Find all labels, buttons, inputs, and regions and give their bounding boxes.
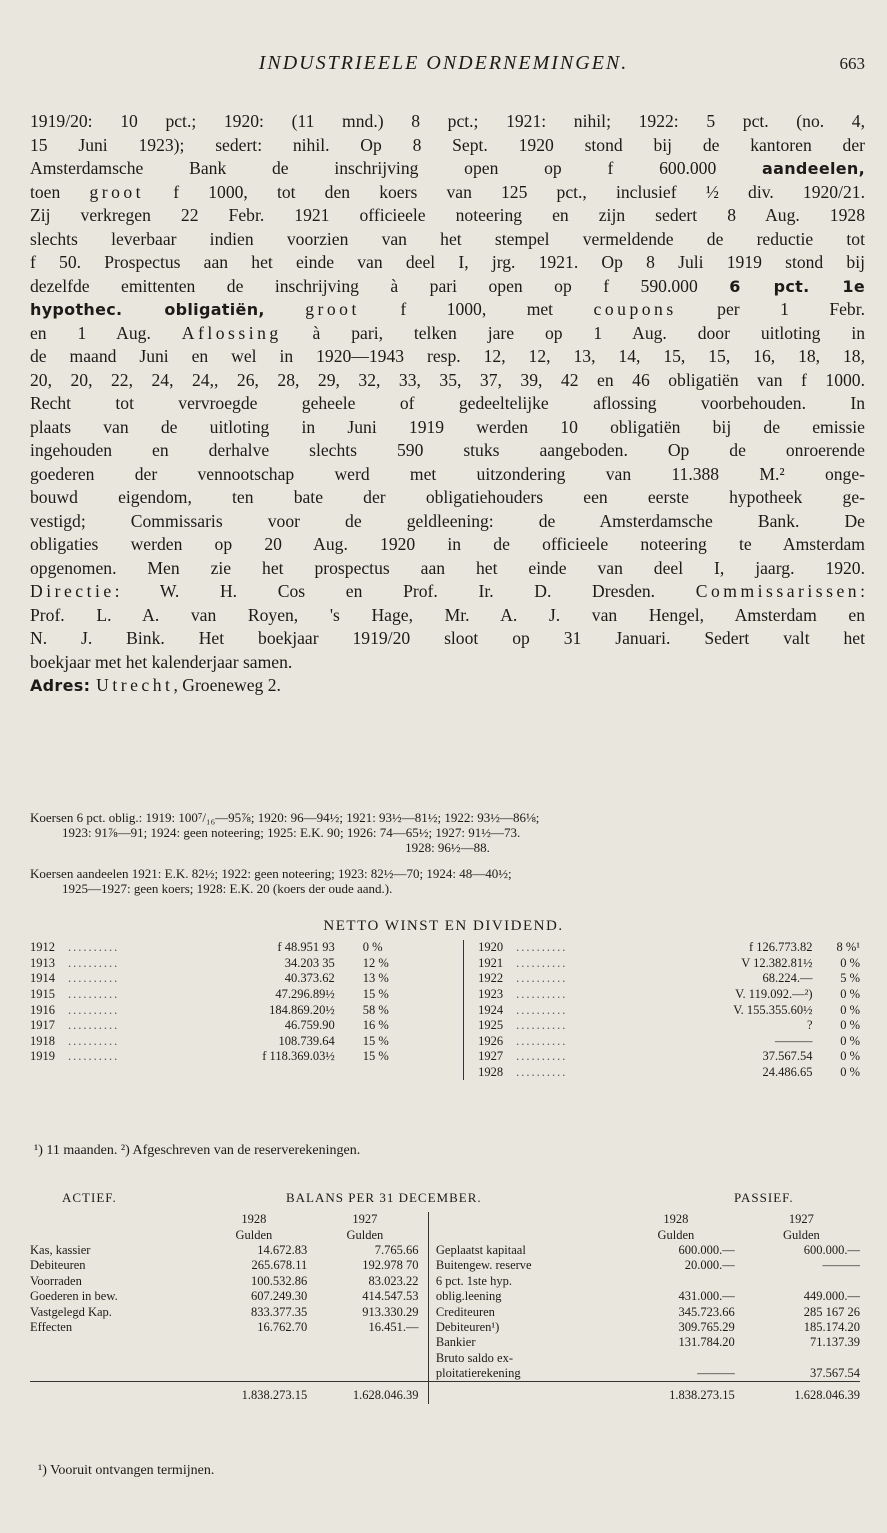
column-rule — [463, 971, 478, 987]
passief-1928: 309.765.29 — [678, 1319, 735, 1334]
winst-cell: 40.373.62 — [284, 971, 335, 986]
text-segment: N. J. Bink. Het boekjaar 1919/20 sloot op 31 Januari. Sedert valt het — [30, 628, 865, 648]
leader-dots: .......... — [67, 1049, 120, 1064]
winst-cell: f 48.951 93 — [277, 940, 335, 955]
leader-dots — [68, 1065, 198, 1081]
passief-1927: 37.567.54 — [810, 1366, 860, 1381]
actief-1928: 16.762.70 — [257, 1319, 308, 1334]
dividend-cell: 0 % — [840, 1049, 860, 1064]
text-line — [30, 275, 865, 299]
text-line — [30, 345, 865, 369]
text-segment: : — [860, 581, 865, 601]
actief-label: Voorraden — [30, 1273, 82, 1288]
column-rule — [429, 1320, 436, 1335]
leader-dots: .......... — [67, 1033, 120, 1048]
winst-cell: ? — [806, 1018, 813, 1033]
column-rule — [429, 1382, 436, 1404]
column-header: Gulden — [657, 1227, 695, 1242]
text-segment: Amsterdamsche Bank de inschrijving open op f 600.000 — [30, 158, 763, 178]
blank-cell — [436, 1227, 617, 1242]
actief-1927: 414.547.53 — [362, 1289, 419, 1304]
page-header — [0, 52, 887, 80]
passief-label: 6 pct. 1ste hyp. — [435, 1273, 512, 1288]
passief-1928 — [617, 1351, 743, 1366]
table-row — [30, 1034, 860, 1050]
text-segment: boekjaar met het kalenderjaar samen. — [30, 651, 293, 672]
dividend-cell: 8 %¹ — [836, 940, 860, 955]
actief-label: Vastgelegd Kap. — [30, 1304, 112, 1319]
text-segment: goederen der vennootschap werd met uitzondering van 11.388 M.² onge- — [30, 463, 865, 484]
year-cell: 1926 — [478, 1033, 504, 1048]
winst-cell: ——— — [775, 1033, 813, 1048]
winst-cell — [198, 1065, 334, 1081]
column-rule — [463, 1065, 478, 1081]
balans-table — [30, 1212, 860, 1404]
leader-dots: .......... — [516, 987, 568, 1002]
column-rule — [463, 1002, 478, 1018]
dividend-cell — [335, 1065, 464, 1081]
netto-winst-table — [30, 940, 860, 1080]
balans-title: BALANS PER 31 DECEMBER. — [286, 1190, 482, 1205]
column-rule — [429, 1304, 436, 1319]
table-row — [30, 1049, 860, 1065]
passief-1927: 285 167 26 — [803, 1304, 860, 1319]
text-line — [30, 533, 865, 557]
passief-1927 — [743, 1351, 860, 1366]
leader-dots: .......... — [516, 1065, 568, 1080]
koersen-obligaties — [30, 810, 865, 855]
text-segment: opgenomen. Men zie het prospectus aan het einde van deel I, jaarg. 1920. — [30, 557, 865, 578]
text-line — [30, 651, 865, 675]
text-segment: vestigd; Commissaris voor de geldleening: de Amsterdamsche Bank. De — [30, 510, 865, 531]
text-line — [30, 439, 865, 463]
leader-dots: .......... — [67, 940, 120, 955]
winst-cell: 68.224.— — [762, 971, 813, 986]
year-cell: 1927 — [478, 1049, 504, 1064]
actief-label: ACTIEF. — [62, 1190, 117, 1205]
passief-label: ploitatierekening — [435, 1366, 521, 1381]
leader-dots: .......... — [516, 1049, 568, 1064]
actief-1927: 83.023.22 — [368, 1273, 419, 1288]
leader-dots: .......... — [516, 940, 568, 955]
total-passief-1927: 1.628.046.39 — [743, 1382, 860, 1404]
year-cell: 1915 — [30, 987, 55, 1002]
koersen-aandeelen — [30, 866, 865, 896]
year-cell — [30, 1065, 68, 1081]
text-segment: f 50. Prospectus aan het einde van deel I, jrg. 1921. Op 8 Juli 1919 stond bij — [30, 252, 865, 272]
text-line — [30, 604, 865, 628]
column-rule — [463, 956, 478, 972]
dividend-cell: 15 % — [362, 1033, 389, 1048]
winst-cell: 47.296.89½ — [275, 987, 335, 1002]
koersen-oblig-line-1: Koersen 6 pct. oblig.: 1919: 100⁷/₁₆—95⅞; 1920: 96—94½; 1921: 93½—81½; 1922: 93½—86⅛; — [30, 810, 540, 825]
leader-dots: .......... — [67, 955, 120, 970]
winst-cell: 24.486.65 — [762, 1065, 813, 1080]
text-segment: Utrecht — [96, 675, 174, 695]
blank-cell — [436, 1382, 617, 1404]
actief-label: Debiteuren — [30, 1258, 86, 1273]
year-cell: 1913 — [30, 955, 55, 970]
leader-dots: .......... — [516, 955, 568, 970]
actief-1927: 16.451.— — [368, 1319, 419, 1334]
table-row — [30, 1335, 860, 1350]
table-row — [30, 1002, 860, 1018]
winst-cell: 46.759.90 — [284, 1018, 335, 1033]
text-line — [30, 181, 865, 205]
passief-label: Geplaatst kapitaal — [435, 1242, 526, 1257]
passief-label: Crediteuren — [435, 1304, 495, 1319]
column-rule — [429, 1212, 436, 1227]
text-line — [30, 674, 865, 698]
year-cell: 1920 — [478, 940, 504, 955]
total-passief-1928: 1.838.273.15 — [617, 1382, 743, 1404]
winst-cell: 37.567.54 — [762, 1049, 813, 1064]
dividend-cell: 5 % — [840, 971, 860, 986]
winst-cell: f 126.773.82 — [748, 940, 813, 955]
passief-1928 — [617, 1274, 743, 1289]
text-segment: en 1 Aug. — [30, 322, 182, 343]
text-line — [30, 510, 865, 534]
text-line — [30, 322, 865, 346]
leader-dots: .......... — [516, 971, 568, 986]
dividend-cell: 0 % — [840, 1018, 860, 1033]
total-actief-1928: 1.838.273.15 — [200, 1382, 311, 1404]
dividend-cell: 0 % — [840, 1002, 860, 1017]
text-segment: Directie — [30, 581, 115, 601]
year-cell: 1921 — [478, 955, 504, 970]
totals-row — [30, 1382, 860, 1404]
text-line — [30, 627, 865, 651]
dividend-cell: 12 % — [362, 955, 389, 970]
text-line — [30, 486, 865, 510]
year-cell: 1919 — [30, 1049, 55, 1064]
table-row — [30, 987, 860, 1003]
column-header: Gulden — [235, 1227, 273, 1242]
koersen-aand-line-2: 1925—1927: geen koers; 1928: E.K. 20 (koers der oude aand.). — [62, 881, 393, 896]
text-line — [30, 298, 865, 322]
text-line — [30, 369, 865, 393]
winst-cell: 34.203 35 — [284, 955, 335, 970]
actief-label — [30, 1335, 200, 1350]
table-row — [30, 1065, 860, 1081]
passief-1927 — [743, 1274, 860, 1289]
column-rule — [463, 987, 478, 1003]
year-cell: 1925 — [478, 1018, 504, 1033]
text-segment: , Groeneweg 2. — [173, 675, 281, 695]
year-cell: 1924 — [478, 1002, 504, 1017]
passief-label: PASSIEF. — [734, 1190, 794, 1205]
actief-1928 — [200, 1335, 311, 1350]
text-segment: de maand Juni en wel in 1920—1943 resp. 12, 12, 13, 14, 15, 15, 16, 18, 18, — [30, 346, 865, 366]
text-segment: Aflossing — [181, 322, 282, 343]
table-header-row — [30, 1212, 860, 1227]
dividend-cell: 58 % — [362, 1002, 389, 1017]
passief-label: Buitengew. reserve — [435, 1258, 532, 1273]
actief-label: Kas, kassier — [30, 1242, 91, 1257]
column-header: 1927 — [352, 1212, 378, 1227]
passief-1928: ——— — [697, 1366, 735, 1381]
winst-cell: V. 119.092.—²) — [735, 987, 813, 1002]
passief-1928: 131.784.20 — [678, 1335, 735, 1350]
year-cell: 1917 — [30, 1018, 55, 1033]
column-header: Gulden — [346, 1227, 384, 1242]
year-cell: 1923 — [478, 987, 504, 1002]
dividend-cell: 16 % — [362, 1018, 389, 1033]
passief-label: oblig.leening — [435, 1289, 502, 1304]
blank-cell — [436, 1212, 617, 1227]
column-rule — [463, 1049, 478, 1065]
passief-label: Bankier — [435, 1335, 476, 1350]
text-segment: 1919/20: 10 pct.; 1920: (11 mnd.) 8 pct.; 1921: nihil; 1922: 5 pct. (no. 4, — [30, 111, 865, 131]
actief-1927: 913.330.29 — [362, 1304, 419, 1319]
dividend-cell: 13 % — [362, 971, 389, 986]
table-row — [30, 1274, 860, 1289]
column-header: 1928 — [663, 1212, 689, 1227]
year-cell: 1928 — [478, 1065, 504, 1080]
actief-label: Goederen in bew. — [30, 1289, 118, 1304]
leader-dots: .......... — [67, 1002, 120, 1017]
actief-1927: 7.765.66 — [374, 1242, 419, 1257]
table-row — [30, 956, 860, 972]
dividend-cell: 0 % — [840, 1065, 860, 1080]
actief-1928: 833.377.35 — [251, 1304, 308, 1319]
column-header: 1927 — [788, 1212, 814, 1227]
column-rule — [429, 1274, 436, 1289]
table-row — [30, 1320, 860, 1335]
text-segment: 6 pct. 1e — [729, 276, 865, 296]
balans-footnote: ¹) Vooruit ontvangen termijnen. — [38, 1463, 215, 1478]
text-line — [30, 134, 865, 158]
column-rule — [429, 1335, 436, 1350]
koersen-oblig-line-2: 1923: 91⅞—91; 1924: geen noteering; 1925: E.K. 90; 1926: 74—65½; 1927: 91½—73. — [62, 825, 521, 840]
text-segment: per 1 Febr. — [676, 299, 865, 319]
table-row — [30, 1289, 860, 1304]
dividend-cell: 0 % — [840, 987, 860, 1002]
leader-dots: .......... — [67, 1018, 120, 1033]
passief-1927: ——— — [822, 1258, 860, 1273]
page-number: 663 — [839, 54, 865, 73]
text-segment: obligaties werden op 20 Aug. 1920 in de officieele noteering te Amsterdam — [30, 534, 865, 554]
winst-cell: 184.869.20½ — [269, 1002, 335, 1017]
passief-1927: 600.000.— — [803, 1242, 860, 1257]
koersen-aand-line-1: Koersen aandeelen 1921: E.K. 82½; 1922: geen noteering; 1923: 82½—70; 1924: 48—40½; — [30, 866, 512, 881]
leader-dots: .......... — [67, 987, 120, 1002]
column-header: 1928 — [241, 1212, 267, 1227]
table-row — [30, 1366, 860, 1382]
text-segment: Recht tot vervroegde geheele of gedeeltelijke aflossing voorbehouden. In — [30, 393, 865, 413]
passief-label: Bruto saldo ex- — [435, 1350, 513, 1365]
text-segment: ingehouden en derhalve slechts 590 stuks aangeboden. Op de onroerende — [30, 440, 865, 460]
column-rule — [429, 1243, 436, 1258]
text-line — [30, 204, 865, 228]
text-segment: toen — [30, 181, 90, 202]
text-segment: Commissarissen — [695, 581, 861, 601]
column-rule — [429, 1258, 436, 1273]
text-segment: Prof. L. A. van Royen, 's Hage, Mr. A. J. van Hengel, Amsterdam en — [30, 604, 865, 625]
actief-1927 — [311, 1335, 429, 1350]
company-description — [30, 110, 865, 698]
actief-1928 — [200, 1366, 311, 1382]
column-rule — [463, 1034, 478, 1050]
text-segment: hypothec. obligatiën, — [30, 300, 265, 319]
actief-1928: 265.678.11 — [251, 1258, 308, 1273]
text-segment: 15 Juni 1923); sedert: nihil. Op 8 Sept. 1920 stond bij de kantoren der — [30, 134, 865, 155]
winst-cell: V 12.382.81½ — [741, 955, 813, 970]
text-segment: bouwd eigendom, ten bate der obligatiehouders een eerste hypotheek ge- — [30, 487, 865, 507]
koersen-oblig-line-3: 1928: 96½—88. — [405, 840, 490, 855]
text-line — [30, 110, 865, 134]
text-segment: : W. H. Cos en Prof. Ir. D. Dresden. — [114, 581, 696, 601]
year-cell: 1918 — [30, 1033, 55, 1048]
text-segment: 20, 20, 22, 24, 24,, 26, 28, 29, 32, 33, 35, 37, 39, 42 en 46 obligatiën van f 1000. — [30, 369, 865, 390]
column-header: Gulden — [782, 1227, 820, 1242]
winst-cell: 108.739.64 — [278, 1033, 335, 1048]
text-segment: groot — [89, 181, 145, 202]
dividend-cell: 0 % — [362, 940, 383, 955]
text-line — [30, 416, 865, 440]
passief-1928: 600.000.— — [678, 1242, 735, 1257]
netto-footnote: ¹) 11 maanden. ²) Afgeschreven van de reserverekeningen. — [34, 1143, 361, 1158]
leader-dots: .......... — [516, 1018, 568, 1033]
text-segment: f 1000, met — [359, 299, 594, 319]
text-line — [30, 392, 865, 416]
table-row — [30, 1258, 860, 1273]
actief-1927 — [311, 1351, 429, 1366]
actief-1927: 192.978 70 — [362, 1258, 419, 1273]
text-line — [30, 557, 865, 581]
table-row — [30, 1018, 860, 1034]
table-row — [30, 1304, 860, 1319]
text-segment: Zij verkregen 22 Febr. 1921 officieele noteering en zijn sedert 8 Aug. 1928 — [30, 205, 865, 225]
actief-1928 — [200, 1351, 311, 1366]
column-rule — [429, 1351, 436, 1366]
leader-dots: .......... — [516, 1002, 568, 1017]
table-row — [30, 940, 860, 956]
text-line — [30, 157, 865, 181]
actief-1928: 607.249.30 — [251, 1289, 308, 1304]
table-row — [30, 1351, 860, 1366]
text-segment — [265, 299, 305, 319]
text-line — [30, 463, 865, 487]
blank-cell — [30, 1212, 200, 1227]
dividend-cell: 0 % — [840, 955, 860, 970]
dividend-cell: 15 % — [362, 987, 389, 1002]
passief-1927: 71.137.39 — [810, 1335, 860, 1350]
column-rule — [429, 1227, 436, 1242]
blank-cell — [30, 1227, 200, 1242]
text-segment: dezelfde emittenten de inschrijving à pari open op f 590.000 — [30, 275, 730, 296]
table-row — [30, 1243, 860, 1258]
text-segment: aandeelen, — [762, 159, 865, 178]
winst-cell: f 118.369.03½ — [262, 1049, 335, 1064]
passief-1928: 431.000.— — [678, 1289, 735, 1304]
leader-dots: .......... — [516, 1033, 568, 1048]
column-rule — [429, 1289, 436, 1304]
year-cell: 1916 — [30, 1002, 55, 1017]
actief-1928: 100.532.86 — [251, 1273, 308, 1288]
leader-dots: .......... — [67, 971, 120, 986]
text-segment: f 1000, tot den koers van 125 pct., inclusief ½ div. 1920/21. — [144, 181, 865, 202]
actief-label — [30, 1366, 200, 1382]
text-line — [30, 251, 865, 275]
dividend-cell: 15 % — [362, 1049, 389, 1064]
dividend-cell: 0 % — [840, 1033, 860, 1048]
blank-cell — [30, 1382, 200, 1404]
netto-title: NETTO WINST EN DIVIDEND. — [323, 918, 564, 934]
passief-1928: 20.000.— — [684, 1258, 735, 1273]
text-line — [30, 580, 865, 604]
text-segment: plaats van de uitloting in Juni 1919 werden 10 obligatiën bij de emissie — [30, 416, 865, 437]
actief-1928: 14.672.83 — [257, 1242, 308, 1257]
winst-cell: V. 155.355.60½ — [733, 1002, 813, 1017]
total-actief-1927: 1.628.046.39 — [311, 1382, 429, 1404]
table-row — [30, 971, 860, 987]
passief-1928: 345.723.66 — [678, 1304, 735, 1319]
text-segment: Adres: — [30, 676, 97, 695]
table-header-row — [30, 1227, 860, 1242]
text-segment: slechts leverbaar indien voorzien van het stempel vermeldende de reductie tot — [30, 228, 865, 249]
text-line — [30, 228, 865, 252]
column-rule — [463, 940, 478, 956]
passief-1927: 185.174.20 — [803, 1319, 860, 1334]
actief-1927 — [311, 1366, 429, 1382]
column-rule — [429, 1366, 436, 1382]
passief-1927: 449.000.— — [803, 1289, 860, 1304]
column-rule — [463, 1018, 478, 1034]
text-segment: coupons — [593, 299, 677, 319]
actief-label — [30, 1351, 200, 1366]
year-cell: 1922 — [478, 971, 504, 986]
passief-label: Debiteuren¹) — [435, 1319, 500, 1334]
year-cell: 1914 — [30, 971, 55, 986]
year-cell: 1912 — [30, 940, 55, 955]
text-segment: groot — [305, 299, 360, 319]
running-title: INDUSTRIEELE ONDERNEMINGEN. — [258, 52, 629, 74]
actief-label: Effecten — [30, 1319, 73, 1334]
text-segment: à pari, telken jare op 1 Aug. door uitloting in — [281, 322, 865, 343]
